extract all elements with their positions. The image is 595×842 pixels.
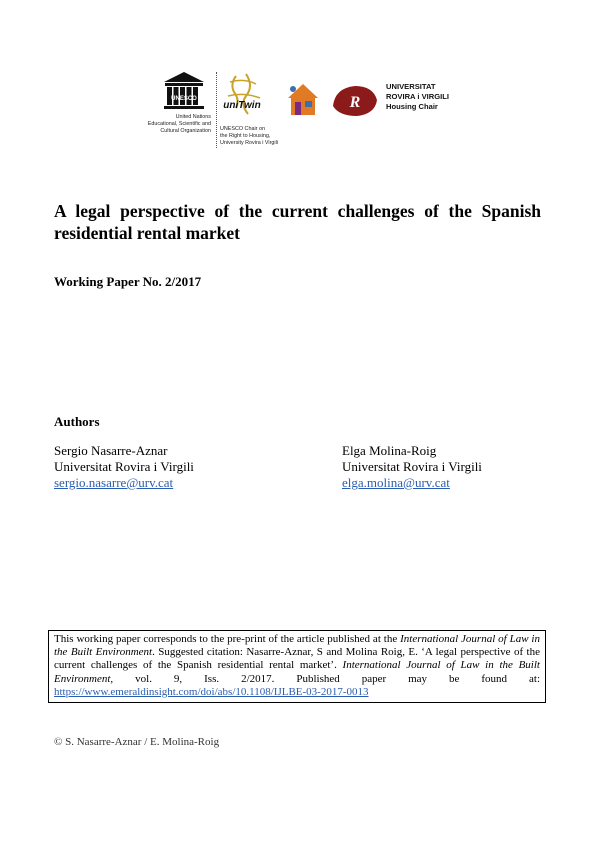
unitwin-caption: UNESCO Chair on the Right to Housing, University Rovira i Virgili — [220, 126, 279, 146]
logo-divider — [216, 72, 217, 148]
working-paper-number: Working Paper No. 2/2017 — [54, 274, 202, 289]
author-block — [54, 443, 194, 491]
copyright-notice: © S. Nasarre-Aznar / E. Molina-Roig — [54, 736, 220, 748]
unesco-caption: United Nations Educational, Scientific and Cultural Organization — [147, 114, 211, 134]
journal-name: International Journal of Law in the Built Environment — [54, 633, 540, 659]
urv-housing-chair-label: Housing Chair — [386, 102, 438, 111]
urv-name-line1: UNIVERSITAT — [386, 82, 436, 91]
author-affiliation: Universitat Rovira i Virgili — [342, 459, 482, 474]
citation-notice-box: This working paper corresponds to the pre-print of the article published at the International Journal of Law in the Built Environment. Suggested citation: Nasarre-Aznar, S and Molina Roig, E. ‘A legal perspective of the current challenges of the Spanish residential rental market’. International Journal of Law in the Built Environment, vol. 9, Iss. 2/2017. Published paper may be found at: https://www.emeraldinsight.com/doi/abs/10.1108/IJLBE-03-2017-0013 — [48, 630, 546, 703]
authors-heading: Authors — [54, 414, 100, 429]
author-name: Elga Molina-Roig — [342, 443, 437, 458]
logo-header — [136, 70, 481, 154]
svg-text:R: R — [349, 94, 361, 111]
author-name: Sergio Nasarre-Aznar — [54, 443, 168, 458]
unitwin-globe-icon — [220, 70, 280, 124]
journal-name: International Journal of Law in the Built Environment — [54, 659, 540, 685]
author-email-link[interactable]: elga.molina@urv.cat — [342, 475, 450, 490]
urv-name-line2: ROVIRA i VIRGILI — [386, 92, 450, 101]
urv-emblem-icon — [329, 80, 383, 122]
unesco-logo — [136, 70, 214, 134]
housing-chair-house-icon — [284, 80, 322, 118]
author-block — [342, 443, 482, 491]
svg-text:uniTwin: uniTwin — [223, 100, 261, 111]
published-paper-link[interactable]: https://www.emeraldinsight.com/doi/abs/10.1108/IJLBE-03-2017-0013 — [54, 685, 369, 698]
unitwin-logo — [220, 70, 292, 146]
svg-text:UNESCO: UNESCO — [171, 96, 197, 102]
document-title: A legal perspective of the current challenges of the Spanish residential rental market — [54, 201, 541, 243]
author-email-link[interactable]: sergio.nasarre@urv.cat — [54, 475, 174, 490]
author-affiliation: Universitat Rovira i Virgili — [54, 459, 194, 474]
urv-name-block — [386, 82, 481, 112]
unesco-temple-icon — [162, 70, 206, 112]
